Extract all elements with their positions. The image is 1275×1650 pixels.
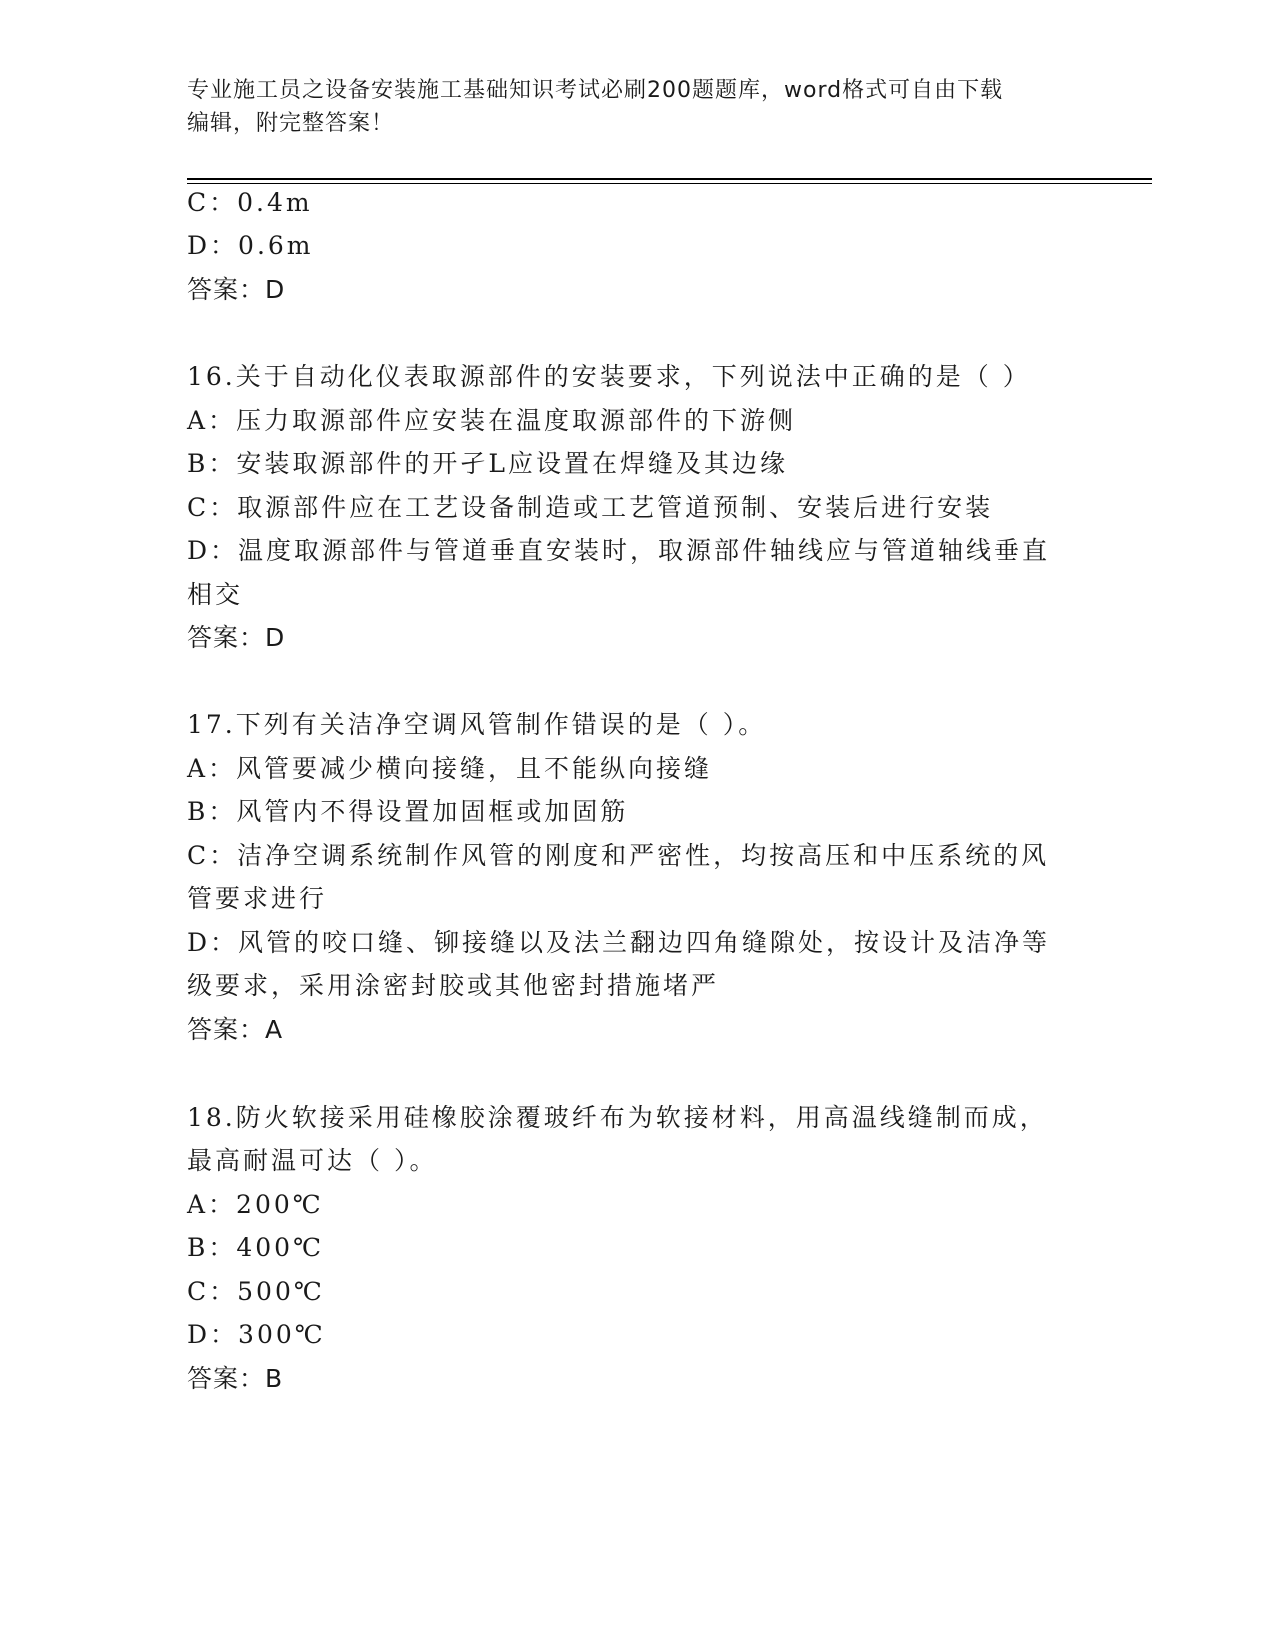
header-title-line-1: 专业施工员之设备安装施工基础知识考试必刷200题题库，word格式可自由下载 bbox=[187, 78, 1004, 103]
q17-answer: 答案：A bbox=[187, 1015, 284, 1044]
q16-question: 16.关于自动化仪表取源部件的安装要求，下列说法中正确的是（ ） bbox=[187, 362, 1031, 391]
q17-option-d-line-2: 级要求，采用涂密封胶或其他密封措施堵严 bbox=[187, 971, 720, 1000]
q18-option-d: D：300℃ bbox=[187, 1320, 326, 1349]
header-divider-thick bbox=[187, 178, 1152, 180]
q18-question-line-1: 18.防火软接采用硅橡胶涂覆玻纤布为软接材料，用高温线缝制而成， bbox=[187, 1103, 1048, 1132]
q15-answer: 答案：D bbox=[187, 275, 286, 304]
q17-option-a: A：风管要减少横向接缝，且不能纵向接缝 bbox=[187, 754, 713, 783]
q17-question: 17.下列有关洁净空调风管制作错误的是（ ）。 bbox=[187, 710, 767, 739]
q16-option-c: C：取源部件应在工艺设备制造或工艺管道预制、安装后进行安装 bbox=[187, 493, 994, 522]
q17-option-d-line-1: D：风管的咬口缝、铆接缝以及法兰翻边四角缝隙处，按设计及洁净等 bbox=[187, 928, 1051, 957]
q18-option-b: B：400℃ bbox=[187, 1233, 325, 1262]
q15-option-d: D：0.6m bbox=[187, 231, 314, 260]
q17-option-b: B：风管内不得设置加固框或加固筋 bbox=[187, 797, 629, 826]
q16-answer: 答案：D bbox=[187, 623, 286, 652]
q17-option-c-line-2: 管要求进行 bbox=[187, 884, 328, 913]
q16-option-d-line-1: D：温度取源部件与管道垂直安装时，取源部件轴线应与管道轴线垂直 bbox=[187, 536, 1051, 565]
q16-option-a: A：压力取源部件应安装在温度取源部件的下游侧 bbox=[187, 406, 797, 435]
q18-answer: 答案：B bbox=[187, 1364, 284, 1393]
q18-option-c: C：500℃ bbox=[187, 1277, 325, 1306]
q17-option-c-line-1: C：洁净空调系统制作风管的刚度和严密性，均按高压和中压系统的风 bbox=[187, 841, 1050, 870]
q18-question-line-2: 最高耐温可达（ ）。 bbox=[187, 1146, 438, 1175]
document-header bbox=[187, 74, 1087, 140]
q18-option-a: A：200℃ bbox=[187, 1190, 324, 1219]
q15-option-c: C：0.4m bbox=[187, 188, 313, 217]
header-title-line-2: 编辑，附完整答案！ bbox=[187, 111, 395, 136]
q16-option-d-line-2: 相交 bbox=[187, 580, 244, 609]
header-divider-thin bbox=[187, 183, 1152, 184]
q16-option-b: B：安装取源部件的开孑L应设置在焊缝及其边缘 bbox=[187, 449, 788, 478]
